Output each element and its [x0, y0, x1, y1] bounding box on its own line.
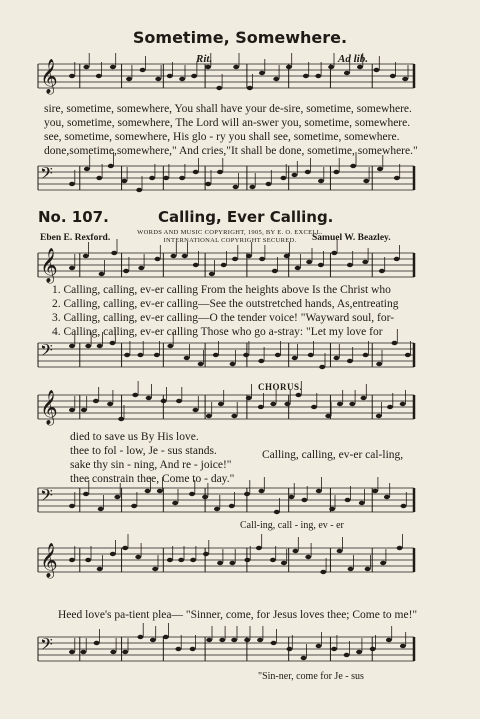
note-head [370, 647, 376, 651]
note-head [214, 507, 220, 511]
note-head [377, 167, 383, 171]
hymn1-verse-2: you, sometime, somewhere, The Lord will an-swer you, sometime, somewhere. [44, 117, 411, 129]
note-head [301, 656, 307, 660]
note-head [243, 353, 249, 357]
note-head [178, 558, 184, 562]
note-head [344, 71, 350, 75]
note-head [69, 504, 75, 508]
chorus-lyric: Calling, calling, ev-er cal-ling, [262, 449, 404, 461]
final-bass-lyric: "Sin-ner, come for Je - sus [258, 671, 364, 682]
hymn2-verse-4: 4. Calling, calling, ev-er calling Those who go a-stray: "Let my love for [52, 326, 383, 338]
note-head [182, 254, 188, 258]
note-head [319, 365, 325, 369]
treble-clef-icon: 𝄞 [40, 543, 58, 578]
note-head [145, 489, 151, 493]
ad-lib-mark: Ad lib. [338, 53, 368, 65]
note-head [190, 558, 196, 562]
verse-end-1: died to save us By His love. [70, 431, 199, 443]
note-head [344, 653, 350, 657]
note-head [305, 555, 311, 559]
note-head [229, 561, 235, 565]
note-head [286, 65, 292, 69]
note-head [244, 638, 250, 642]
note-head [126, 77, 132, 81]
bass-clef-icon: 𝄢 [40, 340, 53, 364]
note-head [390, 74, 396, 78]
note-head [231, 414, 237, 418]
note-head [229, 504, 235, 508]
note-head [320, 570, 326, 574]
note-head [350, 164, 356, 168]
note-head [272, 269, 278, 273]
note-head [217, 170, 223, 174]
hymn1-verse-4: done,sometime,somewhere," And cries,"It shall be done, sometime, somewhere." [44, 145, 418, 157]
note-head [244, 492, 250, 496]
note-head [150, 638, 156, 642]
lyricist-credit: Eben E. Rexford. [40, 233, 111, 243]
note-head [329, 507, 335, 511]
verse-end-2: thee to fol - low, Je - sus stands. [70, 445, 217, 457]
note-head [98, 507, 104, 511]
note-head [217, 561, 223, 565]
note-head [83, 65, 89, 69]
note-head [259, 257, 265, 261]
note-head [167, 74, 173, 78]
bass-clef-icon: 𝄢 [40, 163, 53, 187]
note-head [191, 74, 197, 78]
note-head [293, 549, 299, 553]
note-head [81, 408, 87, 412]
note-head [213, 353, 219, 357]
note-head [347, 263, 353, 267]
note-head [203, 552, 209, 556]
note-head [348, 567, 354, 571]
note-head [292, 356, 298, 360]
note-head [85, 558, 91, 562]
verse-end-4: thee constrain thee, Come to - day." [70, 473, 235, 485]
note-head [337, 549, 343, 553]
note-head [361, 396, 367, 400]
note-head [149, 176, 155, 180]
note-head [99, 272, 105, 276]
note-head [280, 176, 286, 180]
treble-clef-icon: 𝄞 [40, 248, 58, 283]
note-head [167, 344, 173, 348]
note-head [233, 65, 239, 69]
note-head [69, 266, 75, 270]
note-head [132, 393, 138, 397]
note-head [110, 65, 116, 69]
note-head [357, 65, 363, 69]
note-head [259, 489, 265, 493]
note-head [397, 546, 403, 550]
verse-end-3: sake thy sin - ning, And re - joice!" [70, 459, 232, 471]
note-head [372, 489, 378, 493]
note-head [96, 176, 102, 180]
note-head [205, 65, 211, 69]
note-head [287, 647, 293, 651]
note-head [379, 269, 385, 273]
note-head [316, 644, 322, 648]
hymn2-verse-3: 3. Calling, calling, ev-er calling—O the tender voice! "Wayward soul, for- [52, 312, 395, 324]
note-head [384, 495, 390, 499]
note-head [394, 176, 400, 180]
note-head [273, 77, 279, 81]
note-head [69, 74, 75, 78]
note-head [394, 257, 400, 261]
ritardando-mark: Rit. [196, 53, 213, 65]
note-head [247, 86, 253, 90]
note-head [231, 638, 237, 642]
hymn-title-sometime-somewhere: Sometime, Somewhere. [132, 28, 348, 47]
note-head [233, 185, 239, 189]
note-head [387, 405, 393, 409]
bass-clef-icon: 𝄢 [40, 634, 53, 658]
note-head [97, 567, 103, 571]
note-head [85, 344, 91, 348]
note-head [189, 492, 195, 496]
note-head [400, 402, 406, 406]
note-head [244, 558, 250, 562]
note-head [246, 254, 252, 258]
note-head [303, 74, 309, 78]
note-head [121, 179, 127, 183]
hymn-number: No. 107. [38, 208, 109, 226]
note-head [107, 402, 113, 406]
note-head [380, 561, 386, 565]
note-head [362, 260, 368, 264]
note-head [257, 638, 263, 642]
note-head [337, 402, 343, 406]
note-head [154, 353, 160, 357]
note-head [359, 501, 365, 505]
note-head [137, 353, 143, 357]
note-head [386, 638, 392, 642]
note-head [209, 272, 215, 276]
note-head [93, 399, 99, 403]
note-head [157, 489, 163, 493]
note-head [123, 269, 129, 273]
note-head [202, 495, 208, 499]
note-head [84, 167, 90, 171]
note-head [137, 635, 143, 639]
note-head [258, 359, 264, 363]
note-head [258, 405, 264, 409]
note-head [167, 558, 173, 562]
note-head [118, 417, 124, 421]
note-head [175, 647, 181, 651]
note-head [256, 546, 262, 550]
note-head [184, 356, 190, 360]
note-head [110, 552, 116, 556]
note-head [69, 408, 75, 412]
note-head [318, 179, 324, 183]
note-head [318, 263, 324, 267]
note-head [405, 353, 411, 357]
note-head [301, 498, 307, 502]
note-head [96, 74, 102, 78]
note-head [193, 170, 199, 174]
note-head [219, 638, 225, 642]
note-head [97, 344, 103, 348]
note-head [363, 179, 369, 183]
note-head [122, 650, 128, 654]
note-head [365, 567, 371, 571]
note-head [205, 182, 211, 186]
treble-clef-icon: 𝄞 [40, 390, 58, 425]
note-head [161, 399, 167, 403]
note-head [401, 504, 407, 508]
copyright-line-2: INTERNATIONAL COPYRIGHT SECURED. [163, 237, 297, 244]
note-head [345, 498, 351, 502]
final-lyric-line: Heed love's pa-tient plea— "Sinner, come, for Jesus loves thee; Come to me!" [58, 609, 418, 621]
note-head [190, 647, 196, 651]
note-head [110, 341, 116, 345]
note-head [288, 495, 294, 499]
note-head [275, 353, 281, 357]
note-head [146, 396, 152, 400]
note-head [331, 647, 337, 651]
note-head [284, 402, 290, 406]
treble-clef-icon: 𝄞 [40, 59, 58, 94]
note-head [108, 164, 114, 168]
note-head [331, 251, 337, 255]
bass-chorus-lyric: Call-ing, call - ing, ev - er [240, 520, 344, 531]
note-head [402, 77, 408, 81]
note-head [198, 362, 204, 366]
note-head [305, 170, 311, 174]
note-head [259, 71, 265, 75]
note-head [232, 257, 238, 261]
note-head [284, 254, 290, 258]
note-head [155, 77, 161, 81]
note-head [206, 638, 212, 642]
note-head [176, 399, 182, 403]
hymn2-verse-1: 1. Calling, calling, ev-er calling From the heights above Is the Christ who [52, 284, 391, 296]
note-head [249, 185, 255, 189]
hymn1-verse-3: see, sometime, somewhere, His glo - ry you shall see, sometime, somewhere. [44, 131, 400, 143]
note-head [274, 510, 280, 514]
note-head [308, 353, 314, 357]
note-head [171, 254, 177, 258]
composer-credit: Samuel W. Beazley. [312, 233, 391, 243]
note-head [94, 641, 100, 645]
note-head [111, 251, 117, 255]
note-head [218, 402, 224, 406]
copyright-line-1: WORDS AND MUSIC COPYRIGHT, 1905, BY E. O. EXCELL. [137, 229, 323, 236]
note-head [266, 182, 272, 186]
note-head [230, 362, 236, 366]
note-head [69, 182, 75, 186]
hymn2-verse-2: 2. Calling, calling, ev-er calling—See the outstretched hands, As,entreating [52, 298, 399, 310]
hymn-title-calling-ever-calling: Calling, Ever Calling. [158, 208, 334, 226]
note-head [270, 402, 276, 406]
note-head [246, 396, 252, 400]
note-head [179, 176, 185, 180]
note-head [349, 402, 355, 406]
note-head [363, 353, 369, 357]
note-head [281, 561, 287, 565]
note-head [69, 650, 75, 654]
note-head [296, 393, 302, 397]
note-head [179, 77, 185, 81]
note-head [193, 408, 199, 412]
note-head [221, 263, 227, 267]
note-head [140, 68, 146, 72]
note-head [292, 173, 298, 177]
note-head [334, 356, 340, 360]
note-head [135, 555, 141, 559]
note-head [270, 558, 276, 562]
note-head [131, 504, 137, 508]
note-head [347, 359, 353, 363]
note-head [333, 170, 339, 174]
note-head [124, 353, 130, 357]
note-head [328, 65, 334, 69]
note-head [315, 74, 321, 78]
note-head [110, 650, 116, 654]
note-head [374, 68, 380, 72]
note-head [356, 650, 362, 654]
note-head [69, 344, 75, 348]
note-head [136, 188, 142, 192]
note-head [172, 501, 178, 505]
note-head [163, 176, 169, 180]
chorus-label: CHORUS. [258, 382, 303, 392]
note-head [216, 86, 222, 90]
note-head [306, 260, 312, 264]
note-head [295, 266, 301, 270]
note-head [311, 405, 317, 409]
note-head [376, 362, 382, 366]
note-head [69, 558, 75, 562]
note-head [163, 635, 169, 639]
note-head [392, 341, 398, 345]
note-head [83, 492, 89, 496]
note-head [271, 641, 277, 645]
note-head [83, 254, 89, 258]
note-head [155, 257, 161, 261]
note-head [376, 414, 382, 418]
note-head [152, 567, 158, 571]
note-head [206, 414, 212, 418]
bass-clef-icon: 𝄢 [40, 485, 53, 509]
note-head [138, 266, 144, 270]
note-head [114, 495, 120, 499]
note-head [122, 546, 128, 550]
note-head [316, 489, 322, 493]
note-head [80, 650, 86, 654]
note-head [325, 414, 331, 418]
note-head [193, 263, 199, 267]
note-head [400, 644, 406, 648]
hymn1-verse-1: sire, sometime, somewhere, You shall have your de-sire, sometime, somewhere. [44, 103, 412, 115]
